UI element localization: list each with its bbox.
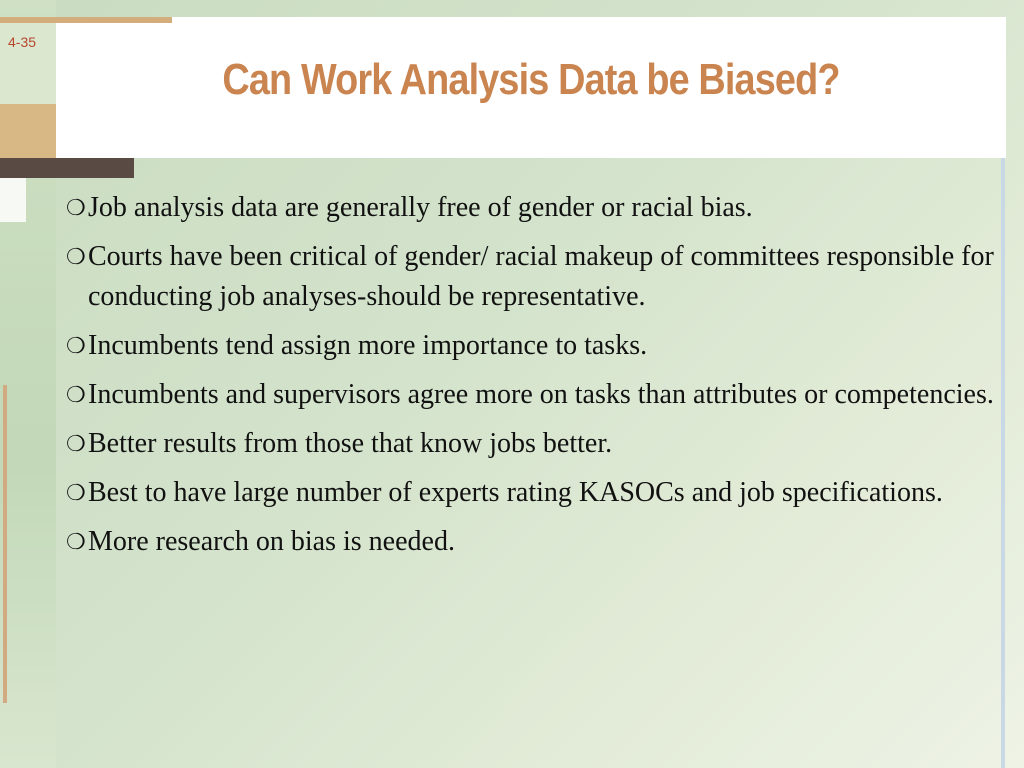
circle-bullet-icon: ❍	[66, 333, 86, 358]
circle-bullet-icon: ❍	[66, 195, 86, 220]
circle-bullet-icon: ❍	[66, 529, 86, 554]
bullet-text: Best to have large number of experts rating KASOCs and job specifications.	[88, 477, 943, 508]
decor-white-block	[0, 178, 26, 222]
decor-left-line	[3, 385, 7, 703]
circle-bullet-icon: ❍	[66, 244, 86, 269]
page-number: 4-35	[8, 34, 37, 50]
bullet-item	[60, 424, 1000, 464]
bullet-item	[60, 375, 1000, 415]
circle-bullet-icon: ❍	[66, 431, 86, 456]
circle-bullet-icon: ❍	[66, 480, 86, 505]
bullet-text: More research on bias is needed.	[88, 526, 455, 557]
bullet-item	[60, 188, 1000, 228]
circle-bullet-icon: ❍	[66, 382, 86, 407]
bullet-text: Job analysis data are generally free of gender or racial bias.	[88, 192, 753, 223]
bullet-list	[60, 188, 1000, 571]
decor-brown-bar	[0, 158, 134, 178]
bullet-text: Incumbents tend assign more importance to tasks.	[88, 330, 648, 361]
bullet-item	[60, 326, 1000, 366]
decor-right-line	[1001, 158, 1005, 768]
bullet-text: Incumbents and supervisors agree more on tasks than attributes or competencies.	[88, 379, 994, 410]
bullet-text: Better results from those that know jobs better.	[88, 428, 613, 459]
slide-title: Can Work Analysis Data be Biased?	[222, 55, 840, 104]
bullet-item	[60, 522, 1000, 562]
bullet-item	[60, 237, 1000, 317]
decor-tan-bar	[0, 17, 172, 23]
bullet-text: Courts have been critical of gender/ racial makeup of committees responsible for conducting job analyses-should be representative.	[88, 241, 994, 312]
bullet-item	[60, 473, 1000, 513]
decor-square-tan	[0, 104, 56, 158]
